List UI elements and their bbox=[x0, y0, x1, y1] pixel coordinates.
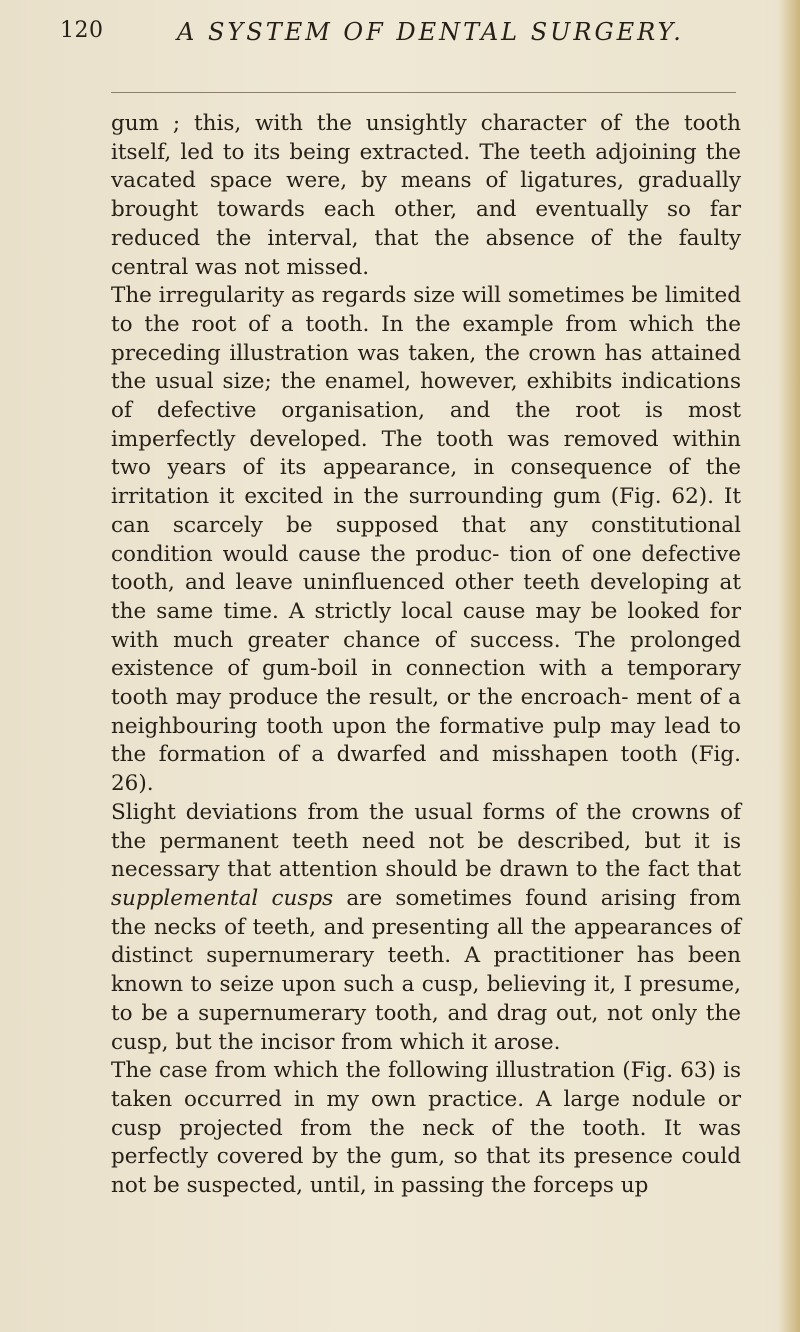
paragraph-1: gum ; this, with the unsightly character of the tooth itself, led to its being extracted. The teeth adjoining the vacated space were, by means of ligatures, gradually brought towards each other, and eventually so far reduced the interval, that the absence of the faulty central was not missed. bbox=[111, 111, 741, 280]
paragraph-3 bbox=[111, 799, 741, 1057]
running-head: A SYSTEM OF DENTAL SURGERY. bbox=[177, 18, 684, 46]
paragraph-3-after: are sometimes found arising from the necks of teeth, and presenting all the appearances of distinct supernumerary teeth. A practitioner has been known to seize upon such a cusp, believing it, I presume, to be a supernumerary tooth, and drag out, not only the cusp, but the incisor from which it arose. bbox=[111, 885, 741, 1055]
paragraph-2: The irregularity as regards size will sometimes be limited to the root of a tooth. In the example from which the preceding illustration was taken, the crown has attained the usual size; the enamel, however, exhibits indications of defective organisation, and the root is most imperfectly developed. The tooth was removed within two years of its appearance, in consequence of the irritation it excited in the surrounding gum (Fig. 62). It can scarcely be supposed that any constitutional condition would cause the produc- tion of one defective tooth, and leave uninfluenced other teeth developing at the same time. A strictly local cause may be looked for with much greater chance of success. The prolonged existence of gum-boil in connection with a temporary tooth may produce the result, or the encroach- ment of a neighbouring tooth upon the formative pulp may lead to the formation of a dwarfed and misshapen tooth (Fig. 26). bbox=[111, 283, 741, 797]
paragraph-3-before: Slight deviations from the usual forms of the crowns of the permanent teeth need not be described, but it is necessary that attention should be drawn to the fact that bbox=[111, 799, 741, 883]
paragraph-3-emphasis: supplemental cusps bbox=[111, 885, 334, 911]
body-text bbox=[111, 110, 741, 1201]
paragraph-4: The case from which the following illustration (Fig. 63) is taken occurred in my own practice. A large nodule or cusp projected from the neck of the tooth. It was perfectly covered by the gum, so that its presence could not be suspected, until, in passing the forceps up bbox=[111, 1058, 741, 1199]
page-header bbox=[60, 18, 740, 68]
page-number: 120 bbox=[60, 18, 104, 43]
page-spine-shadow bbox=[778, 0, 800, 1332]
header-rule bbox=[111, 92, 736, 93]
